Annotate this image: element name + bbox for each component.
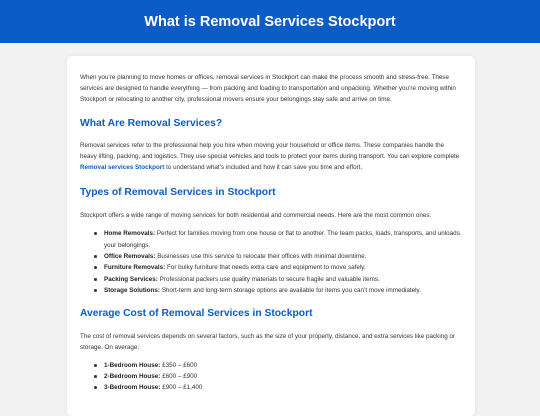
list-item-text: Professional packers use quality materials to secure fragile and valuable items. [157,275,380,283]
list-item [94,371,462,382]
list-item [94,228,462,251]
page-title: What is Removal Services Stockport [144,13,396,30]
article-card [67,56,475,416]
list-item-label: Packing Services: [104,275,158,283]
what-text-before: Removal services refer to the professional help you hire when moving your household or office items. These companies handle the heavy lifting, packing, and logistics. They use special vehicles and tools to protect your items during transport. You can explore complete [80,141,460,160]
list-item [94,382,462,393]
list-item-text: £350 – £600 [160,361,198,369]
page-header [0,0,540,43]
list-item-text: Short-term and long-term storage options are available for items you can’t move immediately. [159,286,421,294]
list-item [94,262,462,273]
bullet-icon [94,289,97,292]
section-heading-what: What Are Removal Services? [80,117,223,129]
section-heading-cost: Average Cost of Removal Services in Stockport [80,308,313,320]
list-item-label: 1-Bedroom House: [104,361,161,369]
what-paragraph [80,140,462,174]
bullet-icon [94,266,97,269]
types-list [94,228,462,296]
list-item-text: £900 – £1,400 [160,384,203,392]
list-item-label: Storage Solutions: [104,286,160,294]
removal-services-link[interactable]: Removal services Stockport [80,164,165,172]
list-item-text: Businesses use this service to relocate their offices with minimal downtime. [155,253,367,261]
bullet-icon [94,375,97,378]
list-item-label: 3-Bedroom House: [104,384,161,392]
list-item [94,274,462,285]
intro-paragraph: When you’re planning to move homes or offices, removal services in Stockport can make the process smooth and stress-free. These services are designed to handle everything — from packing and loading to transportation and unpacking. Whether you’re moving within Stockport or relocating to another city, professional movers ensure your belongings stay safe and arrive on time. [80,74,456,104]
section-heading-types: Types of Removal Services in Stockport [80,187,276,199]
list-item-label: Furniture Removals: [104,264,166,272]
cost-intro: The cost of removal services depends on several factors, such as the size of your property, distance, and extra services like packing or storage. On average: [80,333,456,352]
list-item [94,285,462,296]
bullet-icon [94,232,97,235]
list-item-text: £600 – £900 [160,372,198,380]
list-item-label: 2-Bedroom House: [104,372,161,380]
list-item-text: For bulky furniture that needs extra care and equipment to move safely. [165,264,366,272]
bullet-icon [94,278,97,281]
list-item [94,251,462,262]
bullet-icon [94,255,97,258]
cost-list [94,360,462,394]
bullet-icon [94,364,97,367]
list-item-label: Home Removals: [104,230,156,238]
list-item-text: Perfect for families moving from one house or flat to another. The team packs, loads, transports, and unloads your belongings. [104,230,460,249]
list-item [94,360,462,371]
bullet-icon [94,386,97,389]
what-text-after: to understand what’s included and how it can save you time and effort. [164,164,363,172]
types-intro: Stockport offers a wide range of moving services for both residential and commercial needs. Here are the most common ones: [80,212,432,220]
list-item-label: Office Removals: [104,253,156,261]
